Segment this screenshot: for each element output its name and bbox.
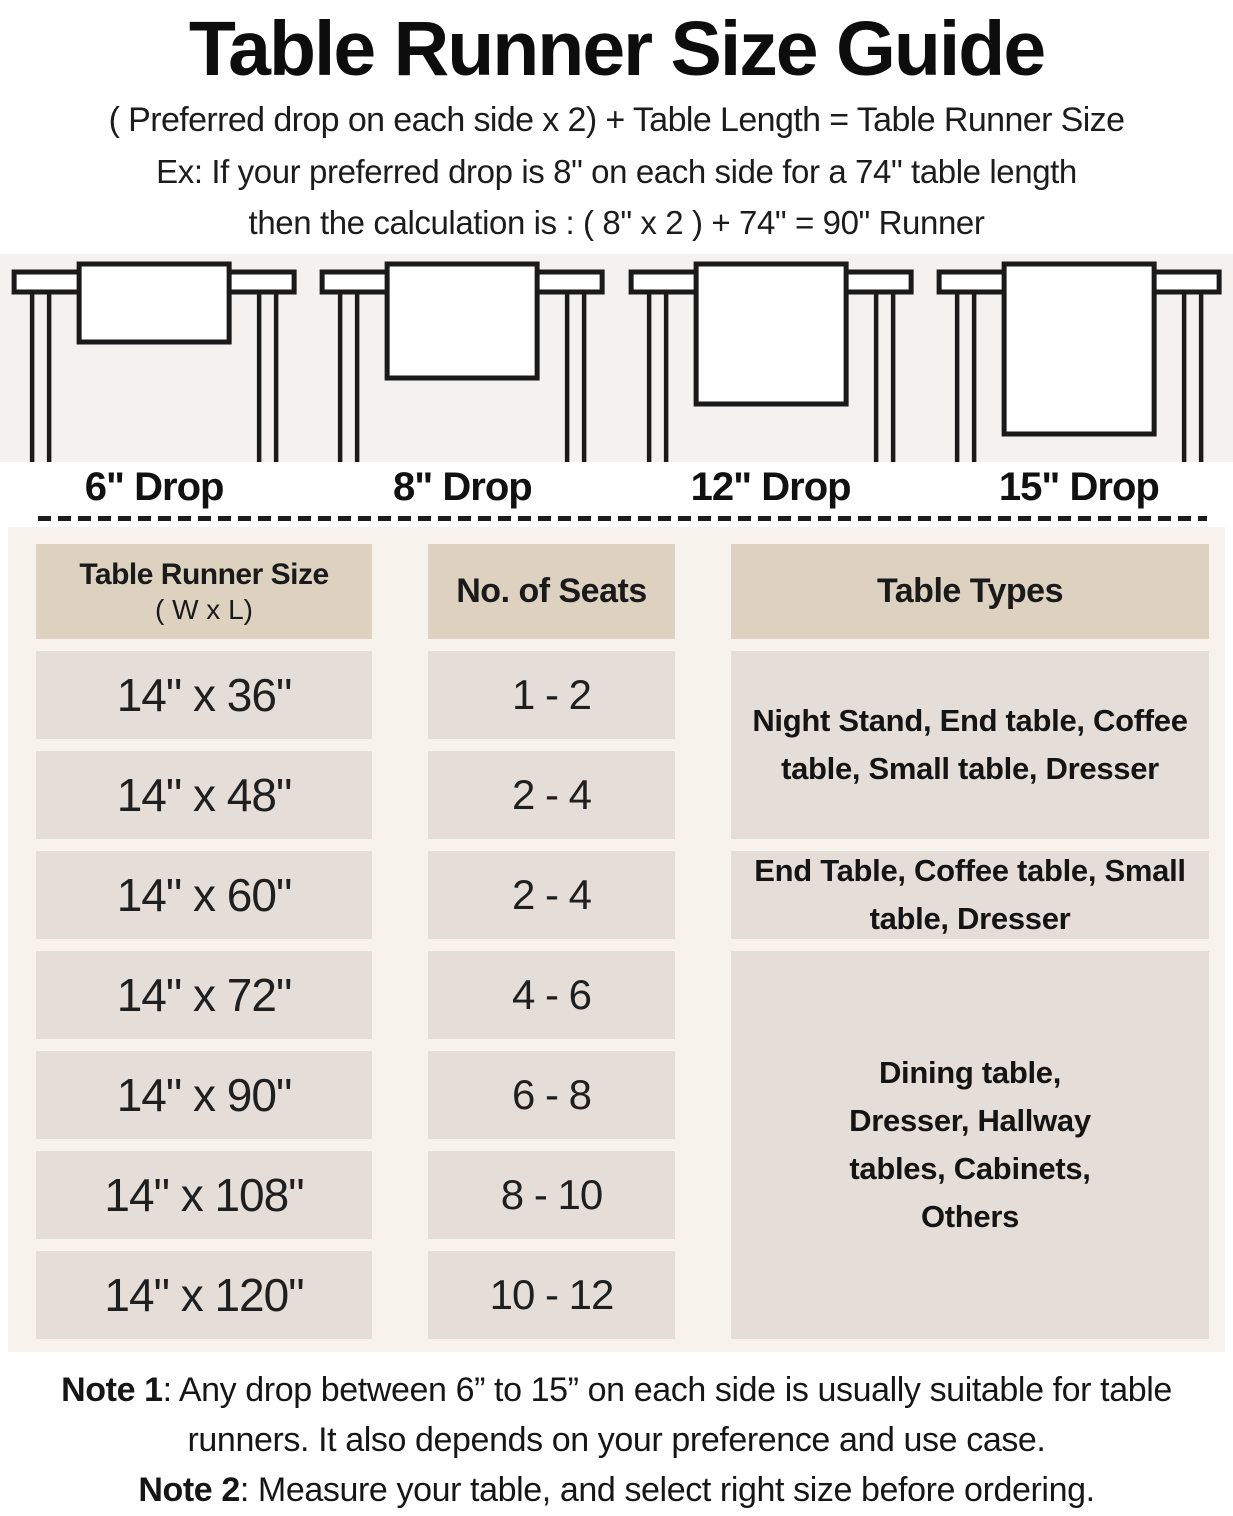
drop-label-8in: 8" Drop [393, 464, 532, 509]
table-illustration-15in-drop [925, 254, 1233, 462]
notes-block [9, 1366, 1224, 1516]
note-1-text: : Any drop between 6” to 15” on each side is usually suitable for table runners. It also depends on your preference and use case. [162, 1371, 1172, 1460]
column-header-runner-size [36, 544, 372, 639]
table-illustration-8in-drop [308, 254, 616, 462]
column-header-table-types-label: Table Types [877, 572, 1063, 611]
drop-label-6in: 6" Drop [84, 464, 224, 509]
size-value: 14" x 108" [104, 1169, 304, 1222]
table-row-seats [428, 1051, 675, 1139]
seats-value: 4 - 6 [511, 971, 592, 1019]
table-row-size [36, 1051, 372, 1139]
table-runner-drawing-icon [925, 254, 1233, 462]
note-2 [9, 1466, 1224, 1516]
example-line-1: Ex: If your preferred drop is 8" on each side for a 74" table length [156, 153, 1077, 191]
table-types-text: Dining table, Dresser, Hallway tables, Cabinets, Others [849, 1055, 1091, 1235]
note-2-text: : Measure your table, and select right size before ordering. [239, 1471, 1095, 1510]
table-row-seats [428, 751, 675, 839]
seats-value: 10 - 12 [489, 1271, 614, 1319]
column-header-runner-size-sub: ( W x L) [155, 593, 253, 625]
seats-value: 8 - 10 [500, 1171, 603, 1219]
page-title: Table Runner Size Guide [188, 6, 1045, 92]
seats-value: 1 - 2 [511, 671, 592, 719]
table-row-seats [428, 1251, 675, 1339]
seats-value: 2 - 4 [511, 871, 592, 919]
dashed-divider [38, 516, 1207, 521]
table-illustration-12in-drop [617, 254, 925, 462]
seats-value: 6 - 8 [511, 1071, 592, 1119]
table-row-seats [428, 1151, 675, 1239]
table-row-seats [428, 651, 675, 739]
table-row-size [36, 651, 372, 739]
column-header-seats-label: No. of Seats [456, 572, 647, 611]
size-value: 14" x 60" [116, 869, 292, 922]
table-row-size [36, 1151, 372, 1239]
table-types-group-dining-tables [731, 951, 1209, 1339]
size-value: 14" x 72" [116, 969, 292, 1022]
table-types-group-small-tables [731, 651, 1209, 839]
size-guide-table [8, 527, 1225, 1352]
table-row-size [36, 1251, 372, 1339]
table-types-group-medium-tables [731, 851, 1209, 939]
table-illustration-6in-drop [0, 254, 308, 462]
size-value: 14" x 120" [104, 1269, 304, 1322]
table-row-size [36, 751, 372, 839]
table-types-text: End Table, Coffee table, Small table, Dresser [754, 853, 1186, 937]
column-header-table-types [731, 544, 1209, 639]
drop-illustrations-band [0, 254, 1233, 462]
table-row-seats [428, 951, 675, 1039]
drop-label-12in: 12" Drop [690, 464, 851, 509]
size-value: 14" x 48" [116, 769, 292, 822]
table-row-size [36, 851, 372, 939]
formula-line: ( Preferred drop on each side x 2) + Table Length = Table Runner Size [108, 101, 1125, 140]
column-header-seats [428, 544, 675, 639]
column-header-runner-size-title: Table Runner Size [79, 557, 329, 591]
size-value: 14" x 90" [116, 1069, 292, 1122]
table-row-size [36, 951, 372, 1039]
table-types-text: Night Stand, End table, Coffee table, Small table, Dresser [752, 703, 1188, 787]
note-1-label: Note 1 [61, 1371, 163, 1410]
note-1 [9, 1366, 1224, 1466]
size-value: 14" x 36" [116, 669, 292, 722]
seats-value: 2 - 4 [511, 771, 592, 819]
table-runner-drawing-icon [308, 254, 616, 462]
drop-labels-row [0, 462, 1233, 512]
table-runner-drawing-icon [617, 254, 925, 462]
note-2-label: Note 2 [138, 1471, 240, 1510]
table-runner-drawing-icon [0, 254, 308, 462]
table-row-seats [428, 851, 675, 939]
drop-label-15in: 15" Drop [998, 464, 1159, 509]
header-block [0, 0, 1233, 242]
example-line-2: then the calculation is : ( 8" x 2 ) + 74" = 90" Runner [248, 204, 985, 242]
